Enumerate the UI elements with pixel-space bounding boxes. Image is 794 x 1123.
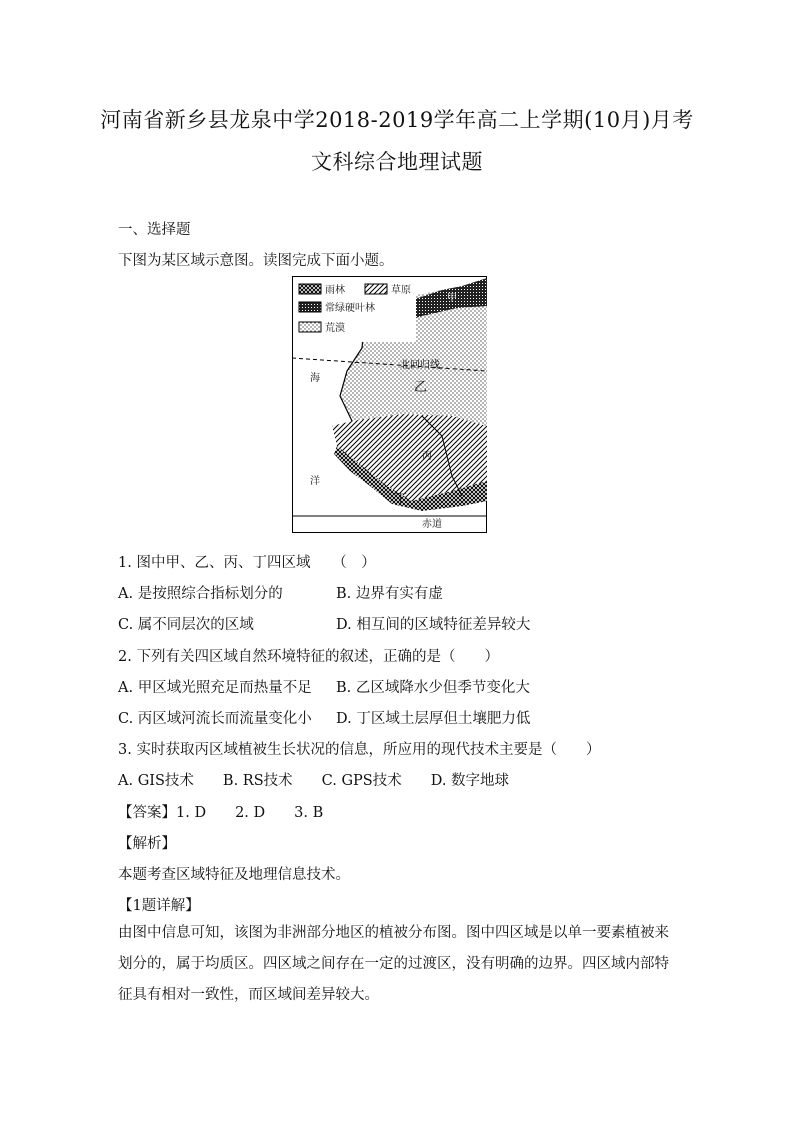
label-tropic: 北回归线 (400, 360, 440, 371)
analysis-text: 本题考查区域特征及地理信息技术。 (118, 867, 350, 883)
region-map (292, 276, 487, 533)
q3-options: A. GIS技术 B. RS技术 C. GPS技术 D. 数字地球 (118, 773, 510, 789)
detail-heading: 【1题详解】 (118, 898, 200, 914)
q2-option-a: A. 甲区域光照充足而热量不足 (118, 680, 312, 696)
analysis-heading: 【解析】 (118, 836, 176, 852)
q1-option-b: B. 边界有实有虚 (336, 586, 443, 602)
q1-option-a: A. 是按照综合指标划分的 (118, 586, 283, 602)
label-equator: 赤道 (422, 519, 442, 530)
section-heading: 一、选择题 (118, 222, 191, 238)
q2-option-d: D. 丁区域土层厚但土壤肥力低 (336, 711, 531, 727)
q1-option-c: C. 属不同层次的区域 (118, 617, 254, 633)
intro-text: 下图为某区域示意图。读图完成下面小题。 (118, 253, 394, 269)
q2-option-c: C. 丙区域河流长而流量变化小 (118, 711, 312, 727)
label-hai: 海 (310, 373, 320, 384)
q1-option-d: D. 相互间的区域特征差异较大 (336, 617, 531, 633)
detail-text: 由图中信息可知，该图为非洲部分地区的植被分布图。图中四区域是以单一要素植被来划分的，属于均质区。四区域之间存在一定的过渡区，没有明确的边界。四区域内部特征具有相对一致性，而区域间差异较大。 (118, 925, 669, 1003)
q3-stem: 3. 实时获取丙区域植被生长状况的信息，所应用的现代技术主要是（ ） (118, 742, 601, 758)
legend-rainforest: 雨林 (325, 285, 345, 296)
title-line-2: 文科综合地理试题 (311, 150, 483, 174)
label-yang: 洋 (310, 476, 320, 487)
q1-stem: 1. 图中甲、乙、丙、丁四区域 （ ） (118, 555, 376, 571)
label-bing: 丙 (422, 451, 432, 462)
answer-line: 【答案】1. D 2. D 3. B (118, 805, 324, 821)
label-jia: 甲 (447, 293, 457, 304)
title-line-1: 河南省新乡县龙泉中学2018-2019学年高二上学期(10月)月考 (100, 108, 694, 132)
q2-stem: 2. 下列有关四区域自然环境特征的叙述，正确的是（ ） (118, 649, 499, 665)
legend-sclerophyll: 常绿硬叶林 (325, 303, 375, 314)
label-yi: 乙 (414, 380, 428, 395)
legend-desert: 荒漠 (325, 323, 345, 334)
label-ding: 丁 (394, 492, 408, 507)
q2-option-b: B. 乙区域降水少但季节变化大 (336, 680, 530, 696)
legend-savanna: 草原 (391, 285, 411, 296)
